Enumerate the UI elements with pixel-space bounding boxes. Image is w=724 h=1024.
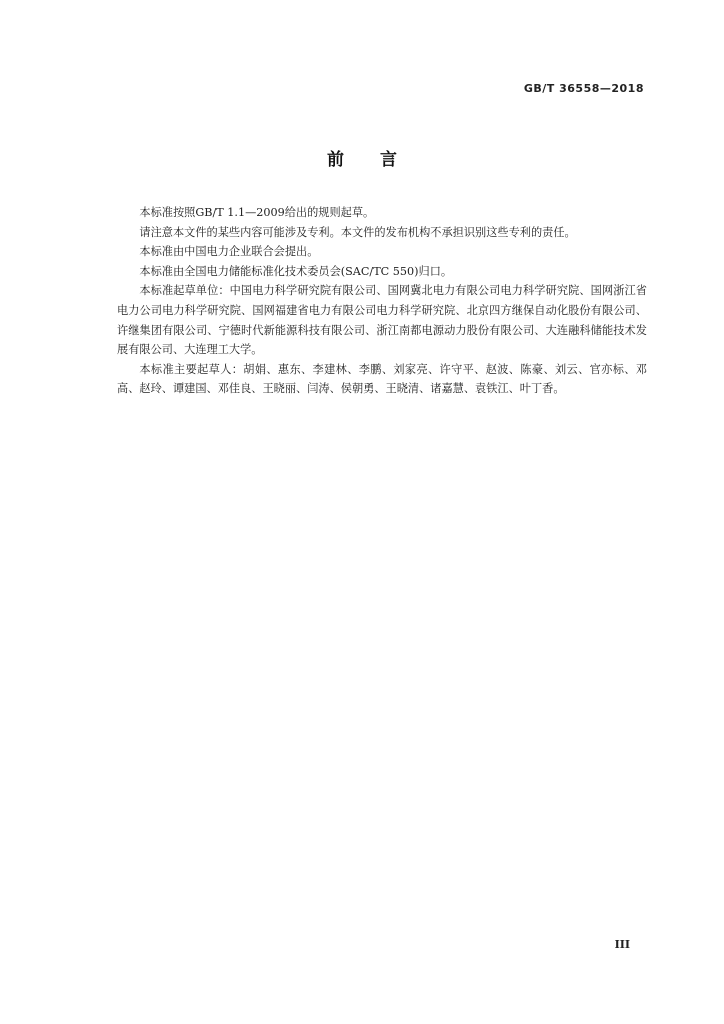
paragraph-drafting-rules: 本标准按照GB/T 1.1—2009给出的规则起草。 — [139, 206, 375, 219]
paragraph-responsible-committee: 本标准由全国电力储能标准化技术委员会(SAC/TC 550)归口。 — [139, 264, 453, 278]
standard-number: GB/T 36558—2018 — [523, 82, 644, 95]
paragraph-drafting-units: 本标准起草单位：中国电力科学研究院有限公司、国网冀北电力有限公司电力科学研究院、国网浙江省电力公司电力科学研究院、国网福建省电力有限公司电力科学研究院、北京四方继保自动化股份有限公司、许继集团有限公司、宁德时代新能源科技有限公司、浙江南都电源动力股份有限公司、大连融科储能技术发展有限公司、大连理工大学。 — [117, 284, 647, 357]
paragraph-proposer: 本标准由中国电力企业联合会提出。 — [139, 245, 319, 259]
paragraph-drafters: 本标准主要起草人：胡娟、惠东、李建林、李鹏、刘家亮、许守平、赵波、陈豪、刘云、官亦标、邓高、赵玲、谭建国、邓佳良、王晓丽、闫涛、侯朝勇、王晓清、诸嘉慧、袁铁江、叶丁香。 — [117, 362, 647, 396]
page-number: III — [614, 938, 630, 951]
preface-body — [117, 203, 647, 399]
page-title: 前言 — [327, 150, 433, 170]
paragraph-patent-notice: 请注意本文件的某些内容可能涉及专利。本文件的发布机构不承担识别这些专利的责任。 — [139, 225, 576, 239]
